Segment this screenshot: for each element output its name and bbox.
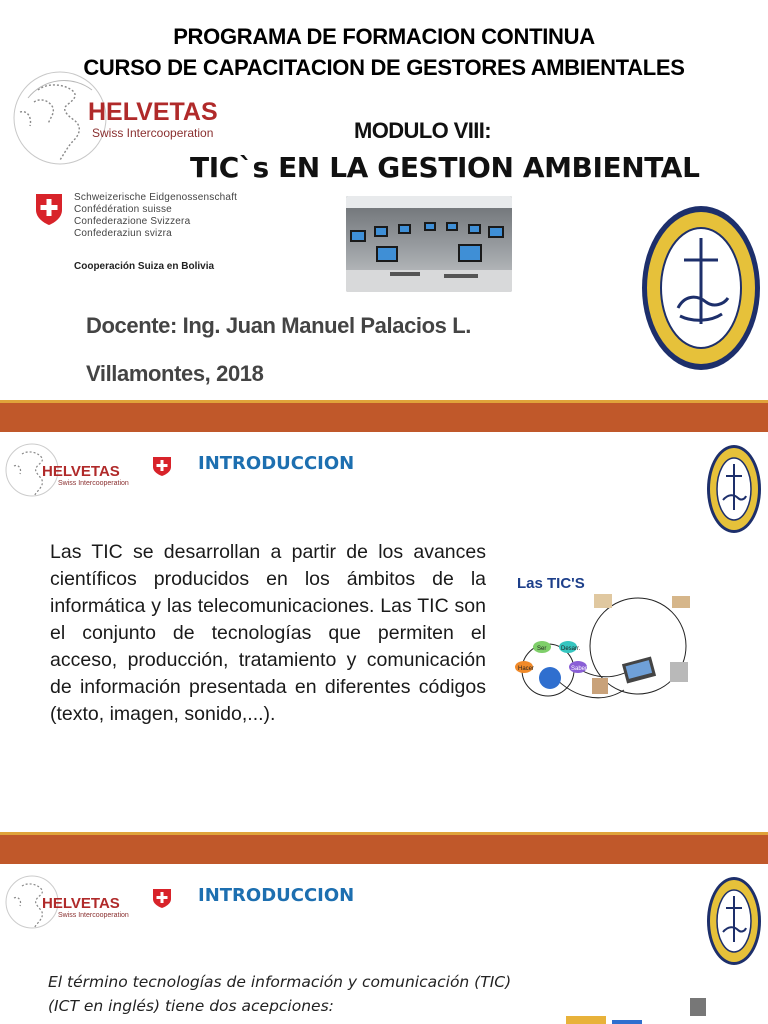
helvetas-wordmark: HELVETAS: [88, 98, 218, 126]
place-year: Villamontes, 2018: [86, 361, 264, 386]
slide-divider: [0, 400, 768, 432]
partial-graphic: [556, 992, 716, 1024]
helvetas-wordmark: HELVETAS: [42, 895, 120, 912]
intro-paragraph: El término tecnologías de información y comunicación (TIC) (ICT en inglés) tiene dos acepciones:: [48, 973, 512, 1015]
university-seal-icon: [706, 444, 762, 534]
swiss-shield-icon: [34, 192, 64, 226]
swiss-names: [74, 192, 237, 240]
university-seal-small: [706, 876, 762, 966]
helvetas-logo-small: [4, 874, 139, 932]
university-seal-small: [706, 444, 762, 534]
university-seal: [640, 204, 762, 372]
program-title: PROGRAMA DE FORMACION CONTINUA: [173, 24, 595, 49]
title-slide: [0, 0, 768, 400]
computer-lab-photo: [346, 196, 512, 292]
university-seal-icon: [640, 204, 762, 372]
diagram-title: Las TIC'S: [517, 575, 585, 592]
swiss-name-fr: Confédération suisse: [74, 204, 172, 215]
helvetas-tagline: Swiss Intercooperation: [92, 126, 214, 140]
swiss-cooperation-label: Cooperación Suiza en Bolivia: [74, 261, 215, 272]
helvetas-tagline: Swiss Intercooperation: [58, 480, 129, 487]
swiss-confederation-logo: [30, 188, 245, 280]
diagram-node: Hacer: [518, 666, 535, 672]
intro-slide: [0, 432, 768, 832]
university-seal-icon: [706, 876, 762, 966]
instructor-name: Docente: Ing. Juan Manuel Palacios L.: [86, 313, 471, 338]
course-title: CURSO DE CAPACITACION DE GESTORES AMBIENTALES: [83, 55, 685, 80]
swiss-name-rm: Confederaziun svizra: [74, 228, 172, 239]
slide-title: INTRODUCCION: [198, 453, 355, 474]
tics-diagram: [512, 570, 698, 706]
diagram-node: Saber: [571, 666, 588, 672]
helvetas-logo-small: [4, 442, 139, 500]
module-subject: TIC`s EN LA GESTION AMBIENTAL: [190, 151, 700, 184]
slide-title: INTRODUCCION: [198, 885, 355, 906]
helvetas-tagline: Swiss Intercooperation: [58, 912, 129, 919]
diagram-node: Ser: [537, 646, 547, 652]
swiss-shield-icon: [152, 456, 172, 476]
swiss-shield-icon: [152, 888, 172, 908]
diagram-node: Desarr.: [561, 646, 581, 652]
module-number: MODULO VIII:: [354, 118, 492, 143]
swiss-name-de: Schweizerische Eidgenossenschaft: [74, 192, 238, 203]
intro-slide-2: [0, 864, 768, 1024]
intro-paragraph: Las TIC se desarrollan a partir de los avances científicos producidos en los ámbitos de la informática y las telecomunicaciones. Las TIC son el conjunto de tecnologías que permiten el acceso, producción, tratamiento y comunicación de información presentada en diferentes códigos (texto, imagen, sonido,...).: [50, 541, 486, 725]
swiss-name-it: Confederazione Svizzera: [74, 216, 191, 227]
slide-divider: [0, 832, 768, 864]
helvetas-wordmark: HELVETAS: [42, 463, 120, 480]
